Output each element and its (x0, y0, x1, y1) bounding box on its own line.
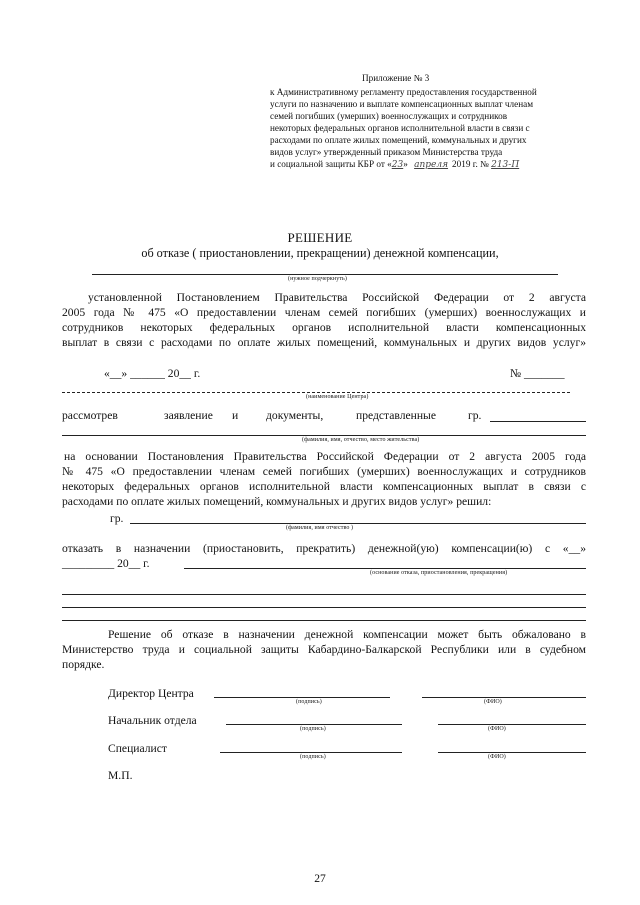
citizen-hint: (фамилия, имя отчество ) (286, 525, 354, 531)
decision-title: РЕШЕНИЕ (287, 230, 353, 245)
refuse-year: _________ 20__ г. (62, 557, 150, 570)
director-signature-hint: (подпись) (296, 699, 322, 705)
reason-line-3 (62, 620, 586, 621)
handwritten-number: 213-П (491, 160, 520, 170)
date-row (104, 366, 200, 381)
signature-role-head: Начальник отдела (108, 714, 197, 727)
basis-line-4: выплат в связи с расходами по оплате жилых помещений, коммунальных и других видов услуг» (62, 336, 586, 349)
director-name-hint: (ФИО) (484, 699, 502, 705)
refuse-text: отказать в назначении (приостановить, прекратить) денежной(ую) компенсации(ю) с «__» (62, 542, 586, 555)
appendix-line-3: семей погибших (умерших) военнослужащих и сотрудников (270, 111, 508, 121)
review-name-line (490, 421, 586, 422)
basis-line-1: установленной Постановлением Правительства Российской Федерации от 2 августа (88, 291, 586, 304)
choice-line (92, 274, 558, 275)
refuse-reason-line (184, 568, 586, 569)
specialist-name-line (438, 752, 586, 753)
date-month-blank: ______ (130, 367, 165, 380)
appeal-line-3: порядке. (62, 658, 105, 671)
handwritten-day: 23 (391, 160, 404, 170)
date-year: 20__ г. (167, 367, 201, 380)
head-name-line (438, 724, 586, 725)
specialist-signature-hint: (подпись) (300, 754, 326, 760)
date-quote-close: » (121, 367, 128, 380)
choice-hint: (нужное подчеркнуть) (288, 276, 347, 282)
number-blank: _______ (523, 367, 565, 380)
stamp-label: М.П. (108, 769, 133, 782)
number-label: № (510, 367, 522, 380)
head-name-hint: (ФИО) (488, 726, 506, 732)
basis-line-2: 2005 года № 475 «О предоставлении членам семей погибших (умерших) военнослужащих и (62, 306, 586, 319)
review-word-2: заявление (164, 409, 213, 422)
decision-line-1: на основании Постановления Правительства Российской Федерации от 2 августа 2005 года (64, 450, 586, 463)
refuse-hint: (основание отказа, приостановления, прекращения) (370, 570, 508, 576)
signature-role-director: Директор Центра (108, 687, 194, 700)
reason-line-1 (62, 594, 586, 595)
review-hint: (фамилия, имя, отчество, место жительства) (302, 437, 420, 443)
basis-line-3: сотрудников некоторых федеральных органов исполнительной власти компенсационных (62, 321, 586, 334)
citizen-line (130, 523, 586, 524)
date-day-blank: __ (109, 367, 122, 380)
appeal-line-2: Министерство труда и социальной защиты Кабардино-Балкарской Республики или в судебном (62, 643, 586, 656)
appendix-line-4: некоторых федеральных органов исполнительной власти в связи с (270, 123, 530, 133)
decision-line-3: некоторых федеральных органов исполнительной власти компенсационных выплат в связи с (62, 480, 586, 493)
appendix-line-6: видов услуг» утвержденный приказом Министерства труда (270, 147, 503, 157)
citizen-label: гр. (110, 512, 124, 525)
review-word-1: рассмотрев (62, 409, 118, 422)
appendix-line-7 (270, 158, 519, 171)
appendix-line-7-mid1: » (403, 159, 411, 169)
specialist-name-hint: (ФИО) (488, 754, 506, 760)
appendix-line-7-mid2: 2019 г. № (452, 159, 492, 169)
appendix-line-5: расходами по оплате жилых помещений, коммунальных и других (270, 135, 527, 145)
decision-line-4: расходами по оплате жилых помещений, коммунальных и других видов услуг» решил: (62, 495, 492, 508)
director-name-line (422, 697, 586, 698)
reason-line-2 (62, 607, 586, 608)
center-line (62, 392, 570, 393)
specialist-signature-line (220, 752, 402, 753)
head-signature-line (226, 724, 402, 725)
decision-subtitle: об отказе ( приостановлении, прекращении) денежной компенсации, (141, 246, 499, 260)
date-quote-open: « (104, 367, 110, 380)
review-word-4: документы, (266, 409, 324, 422)
center-hint: (наименование Центра) (306, 394, 369, 400)
number-field (510, 366, 565, 381)
director-signature-line (214, 697, 390, 698)
appendix-line-2: услуги по назначению и выплате компенсационных выплат членам (270, 99, 534, 109)
review-address-line (62, 435, 586, 436)
review-word-3: и (232, 409, 239, 422)
appendix-title: Приложение № 3 (362, 73, 430, 83)
page-number: 27 (314, 872, 326, 885)
signature-role-specialist: Специалист (108, 742, 167, 755)
appeal-line-1: Решение об отказе в назначении денежной компенсации может быть обжаловано в (108, 628, 586, 641)
review-word-6: гр. (468, 409, 482, 422)
appendix-line-1: к Административному регламенту предоставления государственной (270, 87, 537, 97)
review-word-5: представленные (356, 409, 436, 422)
head-signature-hint: (подпись) (300, 726, 326, 732)
decision-line-2: № 475 «О предоставлении членам семей погибших (умерших) военнослужащих и сотрудников (62, 465, 586, 478)
appendix-line-7-prefix: и социальной защиты КБР от « (270, 159, 392, 169)
handwritten-month: апреля (414, 160, 449, 170)
